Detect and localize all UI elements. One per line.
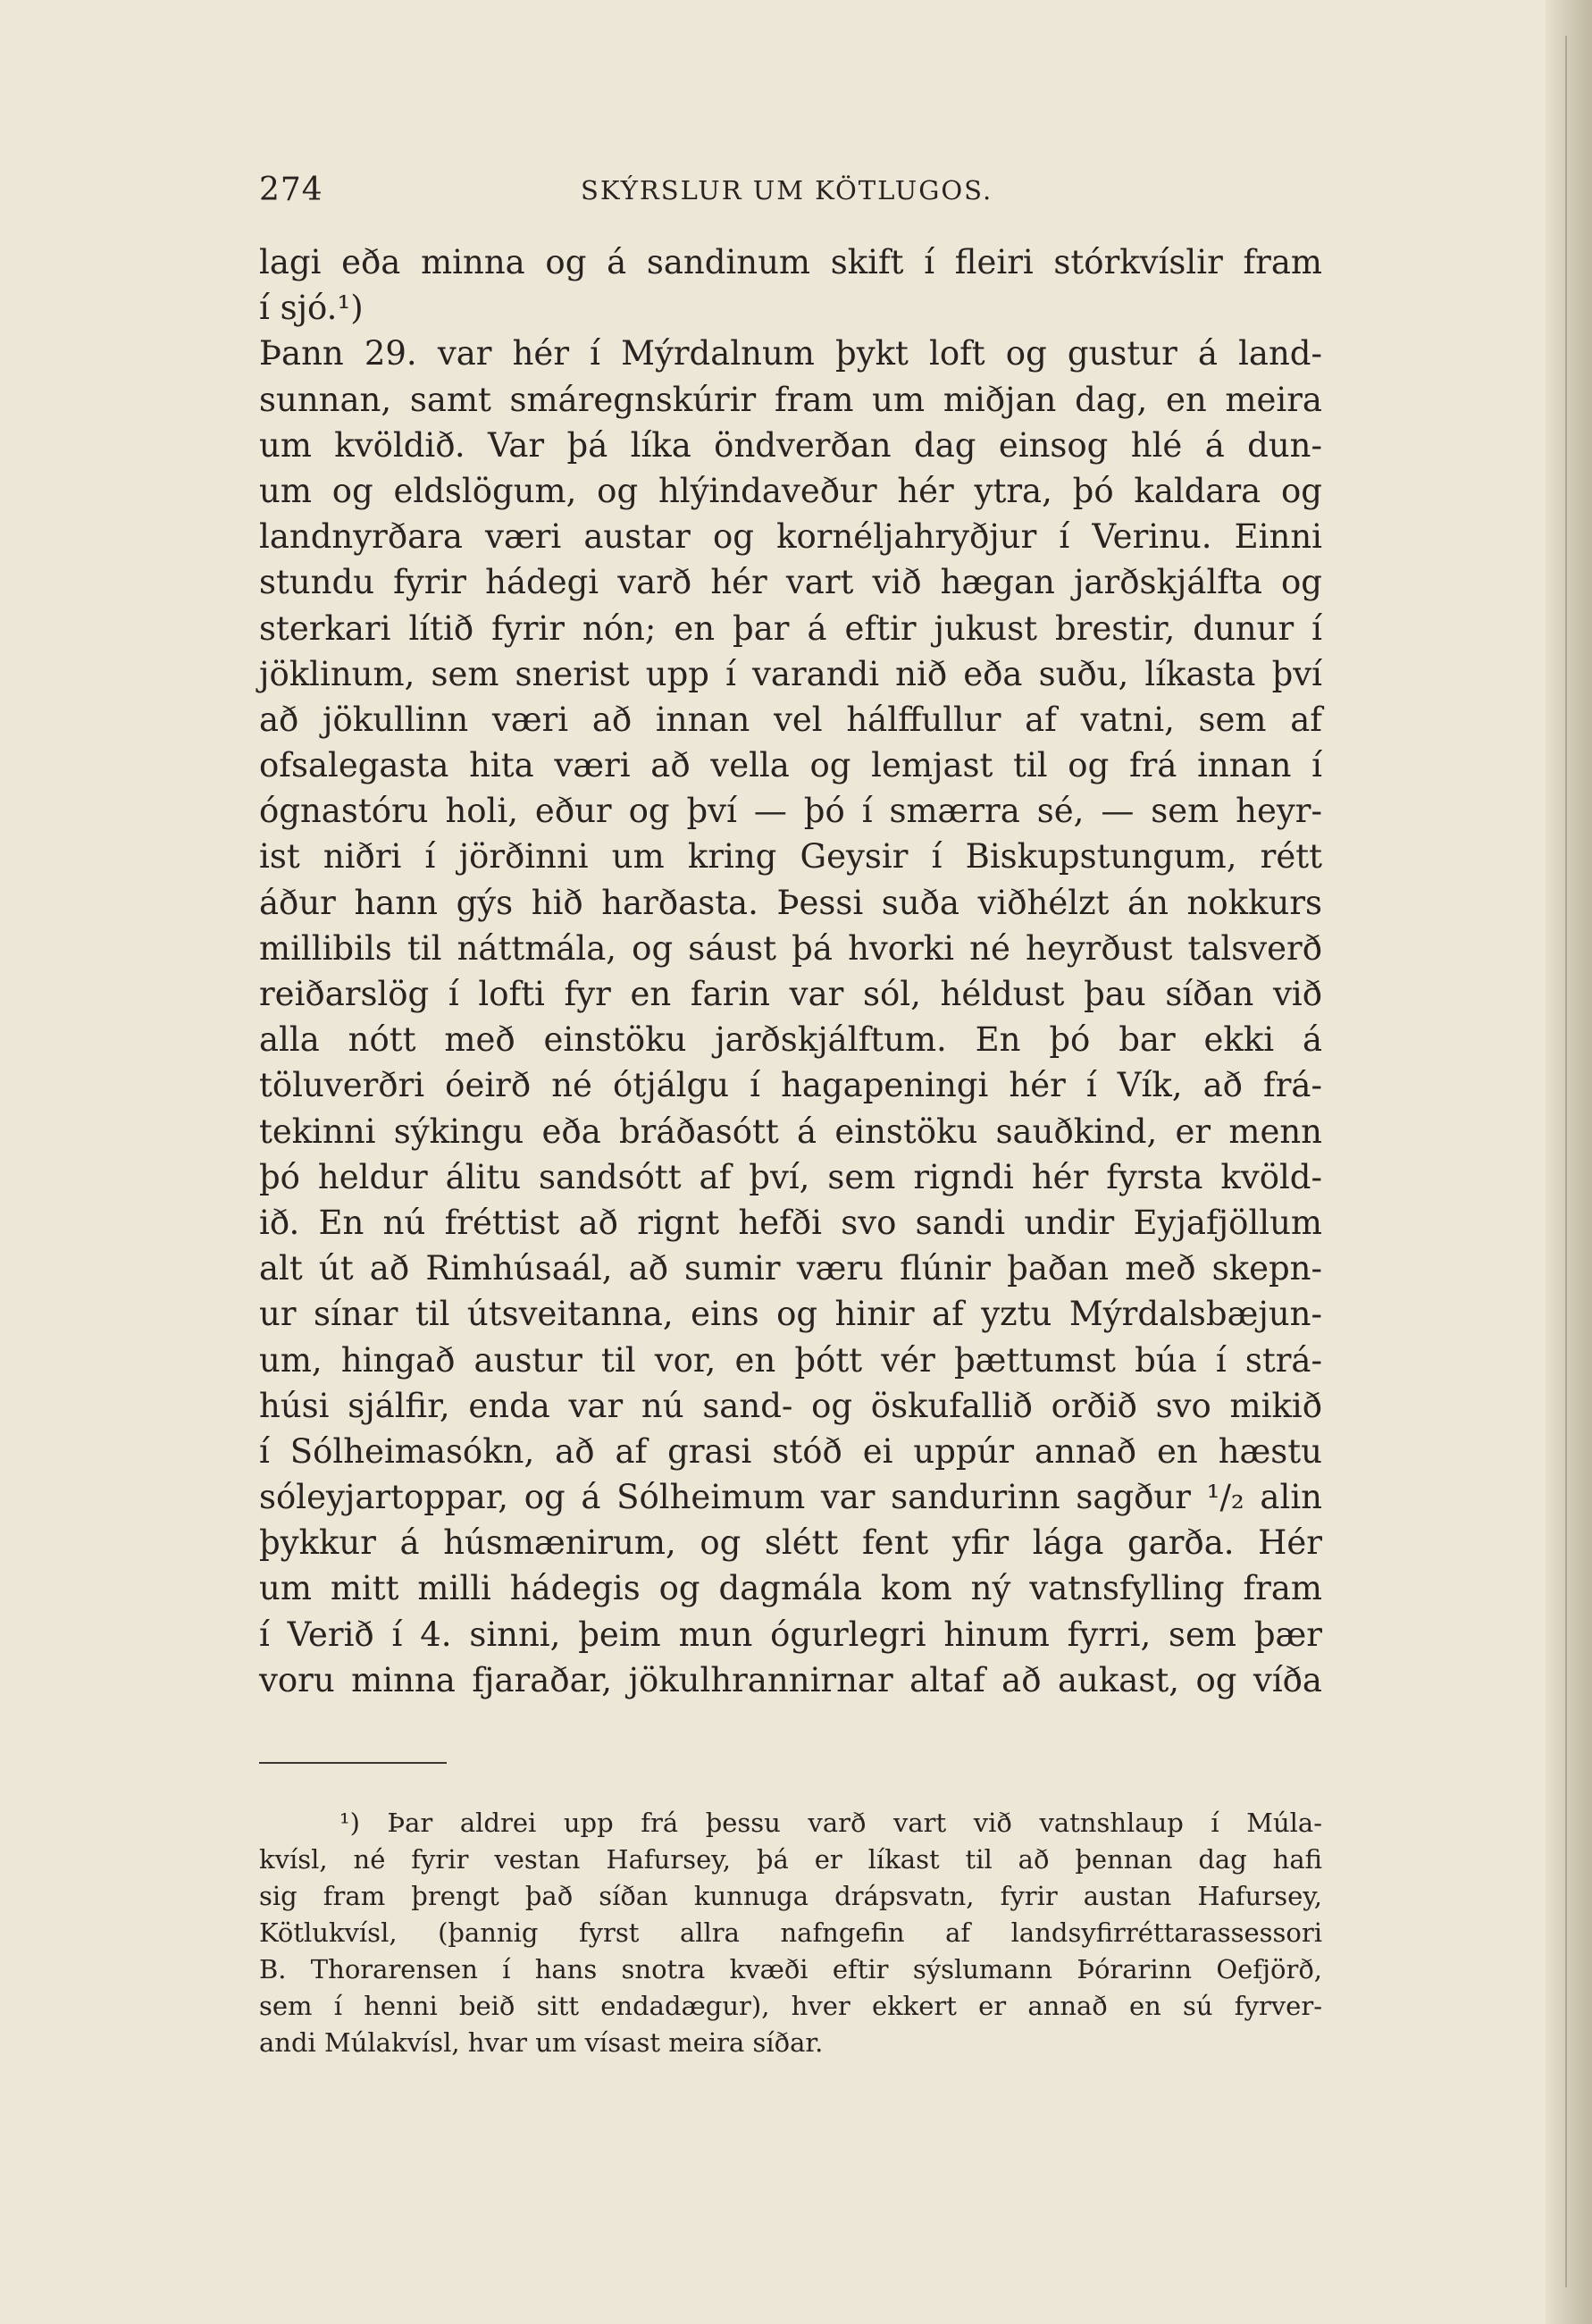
text-line: ur sínar til útsveitanna, eins og hinir af yztu Mýrdalsbæjun- xyxy=(259,1295,1322,1334)
text-line: í Verið í 4. sinni, þeim mun ógurlegri hinum fyrri, sem þær xyxy=(259,1615,1322,1654)
text-line: alt út að Rimhúsaál, að sumir væru flúnir þaðan með skepn- xyxy=(259,1249,1322,1288)
page-number: 274 xyxy=(259,172,323,208)
text-line: jöklinum, sem snerist upp í varandi nið eða suðu, líkasta því xyxy=(259,654,1322,693)
text-line: um mitt milli hádegis og dagmála kom ný vatnsfylling fram xyxy=(259,1569,1322,1608)
footnote-line: ¹) Þar aldrei upp frá þessu varð vart við vatnshlaup í Múla- xyxy=(339,1808,1322,1838)
text-line: alla nótt með einstöku jarðskjálftum. En þó bar ekki á xyxy=(259,1020,1322,1060)
text-line: millibils til náttmála, og sáust þá hvorki né heyrðust talsverð xyxy=(259,928,1322,968)
running-head: SKÝRSLUR UM KÖTLUGOS. xyxy=(581,175,993,206)
body-text xyxy=(259,239,1322,1703)
text-line: áður hann gýs hið harðasta. Þessi suða viðhélzt án nokkurs xyxy=(259,883,1322,922)
text-line: að jökullinn væri að innan vel hálffullur af vatni, sem af xyxy=(259,700,1322,739)
text-line: um og eldslögum, og hlýindaveður hér ytra, þó kaldara og xyxy=(259,471,1322,510)
text-line: ofsalegasta hita væri að vella og lemjast til og frá innan í xyxy=(259,746,1322,785)
text-line: ið. En nú fréttist að rignt hefði svo sandi undir Eyjafjöllum xyxy=(259,1203,1322,1242)
text-line: þykkur á húsmænirum, og slétt fent yfir lága garða. Hér xyxy=(259,1523,1322,1563)
page-header xyxy=(259,172,1322,216)
footnote-line: andi Múlakvísl, hvar um vísast meira síðar. xyxy=(259,2027,824,2058)
text-line: Þann 29. var hér í Mýrdalnum þykt loft og gustur á land- xyxy=(259,334,1322,373)
text-line: um, hingað austur til vor, en þótt vér þættumst búa í strá- xyxy=(259,1340,1322,1380)
text-line: sterkari lítið fyrir nón; en þar á eftir jukust brestir, dunur í xyxy=(259,608,1322,648)
footnote-line: sig fram þrengt það síðan kunnuga drápsvatn, fyrir austan Hafursey, xyxy=(259,1881,1322,1911)
footnote-line: sem í henni beið sitt endadægur), hver ekkert er annað en sú fyrver- xyxy=(259,1991,1322,2021)
text-line: ist niðri í jörðinni um kring Geysir í Biskupstungum, rétt xyxy=(259,837,1322,877)
text-line: ógnastóru holi, eður og því — þó í smærra sé, — sem heyr- xyxy=(259,792,1322,831)
text-line: sunnan, samt smáregnskúrir fram um miðjan dag, en meira xyxy=(259,380,1322,419)
text-line: reiðarslög í lofti fyr en farin var sól, héldust þau síðan við xyxy=(259,975,1322,1013)
text-line: þó heldur álitu sandsótt af því, sem rigndi hér fyrsta kvöld- xyxy=(259,1157,1322,1196)
text-line: stundu fyrir hádegi varð hér vart við hægan jarðskjálfta og xyxy=(259,563,1322,602)
text-line: voru minna fjaraðar, jökulhrannirnar altaf að aukast, og víða xyxy=(259,1660,1322,1699)
text-line: landnyrðara væri austar og kornéljahryðjur í Verinu. Einni xyxy=(259,517,1322,557)
text-line: töluverðri óeirð né ótjálgu í hagapeningi hér í Vík, að frá- xyxy=(259,1066,1322,1105)
binding-line xyxy=(1565,36,1567,2287)
text-line: sóleyjartoppar, og á Sólheimum var sandurinn sagður ¹/₂ alin xyxy=(259,1478,1322,1517)
text-line: húsi sjálfir, enda var nú sand- og öskufallið orðið svo mikið xyxy=(259,1386,1322,1425)
text-line: í sjó.¹) xyxy=(259,289,364,328)
footnote-line: kvísl, né fyrir vestan Hafursey, þá er líkast til að þennan dag hafi xyxy=(259,1844,1322,1875)
text-line: tekinni sýkingu eða bráðasótt á einstöku sauðkind, er menn xyxy=(259,1112,1322,1151)
footnote-rule xyxy=(259,1762,447,1764)
footnote-line: B. Thorarensen í hans snotra kvæði eftir sýslumann Þórarinn Oefjörð, xyxy=(259,1954,1322,1984)
text-line: um kvöldið. Var þá líka öndverðan dag einsog hlé á dun- xyxy=(259,425,1322,465)
text-line: í Sólheimasókn, að af grasi stóð ei uppúr annað en hæstu xyxy=(259,1431,1322,1471)
page-edge-shadow xyxy=(1546,0,1592,2324)
footnotes xyxy=(259,1805,1322,2061)
footnote-line: Kötlukvísl, (þannig fyrst allra nafngefin af landsyfirréttarassessori xyxy=(259,1917,1322,1948)
text-line: lagi eða minna og á sandinum skift í fleiri stórkvíslir fram xyxy=(259,243,1322,281)
